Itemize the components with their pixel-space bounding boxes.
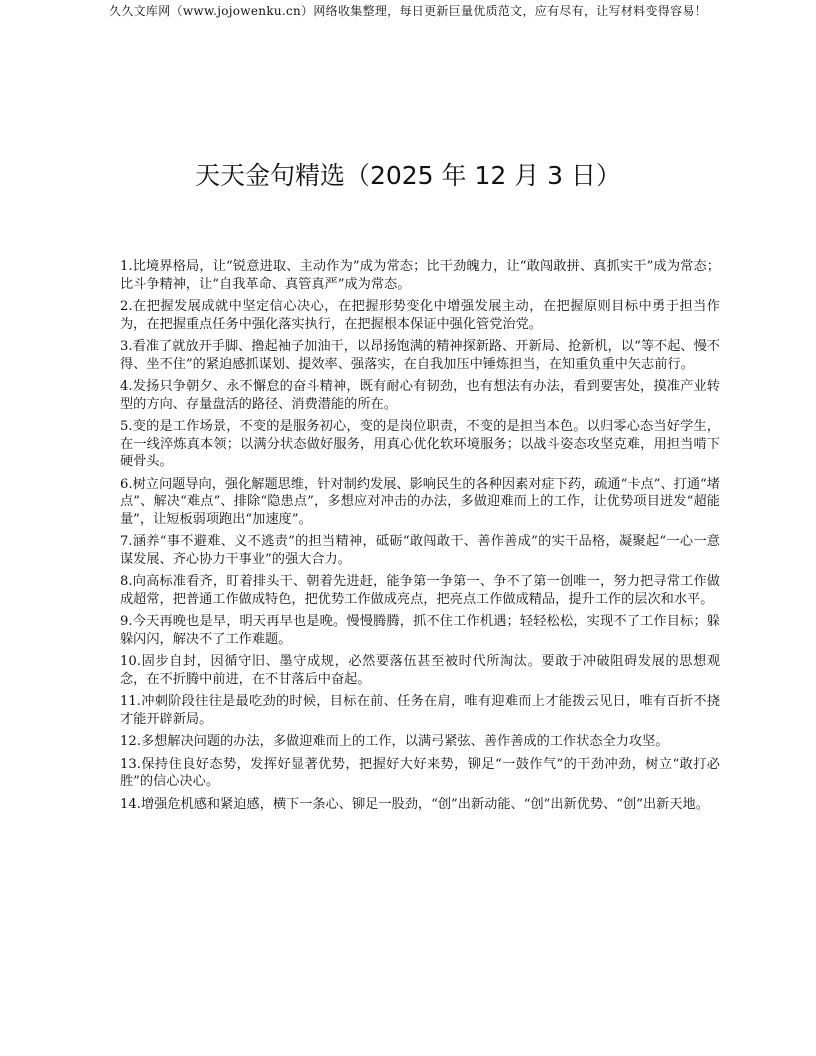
list-item: 12.多想解决问题的办法，多做迎难而上的工作，以满弓紧弦、善作善成的工作状态全力攻坚。 <box>120 734 669 749</box>
list-item: 8.向高标准看齐，盯着排头干、朝着先进赶，能争第一争第一、争不了第一创唯一，努力把寻常工作做成超常，把普通工作做成特色，把优势工作做成亮点，把亮点工作做成精品，提升工作的层次和水平。 <box>120 574 720 607</box>
list-item: 5.变的是工作场景，不变的是服务初心，变的是岗位职责，不变的是担当本色。以归零心态当好学生，在一线淬炼真本领；以满分状态做好服务，用真心优化软环境服务；以战斗姿态攻坚克难，用担当啃下硬骨头。 <box>120 419 720 469</box>
list-item: 2.在把握发展成就中坚定信心决心，在把握形势变化中增强发展主动，在把握原则目标中勇于担当作为，在把握重点任务中强化落实执行，在把握根本保证中强化管党治党。 <box>120 299 720 332</box>
list-item: 14.增强危机感和紧迫感，横下一条心、铆足一股劲，“创”出新动能、“创”出新优势、“创”出新天地。 <box>120 796 709 812</box>
list-item: 6.树立问题导向，强化解题思维，针对制约发展、影响民生的各种因素对症下药，疏通“卡点”、打通“堵点”、解决“难点”、排除“隐患点”，多想应对冲击的办法，多做迎难而上的工作，让优势项目迸发“超能量”，让短板弱项跑出“加速度”。 <box>120 476 720 527</box>
quote-list <box>120 258 720 818</box>
document-title: 天天金句精选（2025 年 12 月 3 日） <box>194 161 622 190</box>
list-item: 9.今天再晚也是早，明天再早也是晚。慢慢腾腾，抓不住工作机遇；轻轻松松，实现不了工作目标；躲躲闪闪，解决不了工作难题。 <box>120 614 720 647</box>
site-header: 久久文库网（www.jojowenku.cn）网络收集整理，每日更新巨量优质范文，应有尽有，让写材料变得容易！ <box>109 4 707 18</box>
list-item: 13.保持住良好态势，发挥好显著优势，把握好大好来势，铆足“一鼓作气”的干劲冲劲，树立“敢打必胜”的信心决心。 <box>120 756 720 789</box>
list-item: 11.冲刺阶段往往是最吃劲的时候，目标在前、任务在肩，唯有迎难而上才能拨云见日，唯有百折不挠才能开辟新局。 <box>120 694 720 727</box>
list-item: 10.固步自封，因循守旧、墨守成规，必然要落伍甚至被时代所淘汰。要敢于冲破阻碍发展的思想观念，在不折腾中前进，在不甘落后中奋起。 <box>120 654 720 687</box>
list-item: 3.看准了就放开手脚、撸起袖子加油干，以昂扬饱满的精神探新路、开新局、抢新机，以“等不起、慢不得、坐不住”的紧迫感抓谋划、提效率、强落实，在自我加压中锤炼担当，在知重负重中矢志前行。 <box>120 339 720 372</box>
list-item: 7.涵养“事不避难、义不逃责”的担当精神，砥砺“敢闯敢干、善作善成”的实干品格，凝聚起“一心一意谋发展、齐心协力干事业”的强大合力。 <box>120 534 720 567</box>
list-item: 1.比境界格局，让“锐意进取、主动作为”成为常态；比干劲魄力，让“敢闯敢拼、真抓实干”成为常态；比斗争精神，让“自我革命、真管真严”成为常态。 <box>120 259 720 292</box>
list-item: 4.发扬只争朝夕、永不懈怠的奋斗精神，既有耐心有韧劲，也有想法有办法，看到要害处，摸准产业转型的方向、存量盘活的路径、消费潜能的所在。 <box>120 379 720 412</box>
